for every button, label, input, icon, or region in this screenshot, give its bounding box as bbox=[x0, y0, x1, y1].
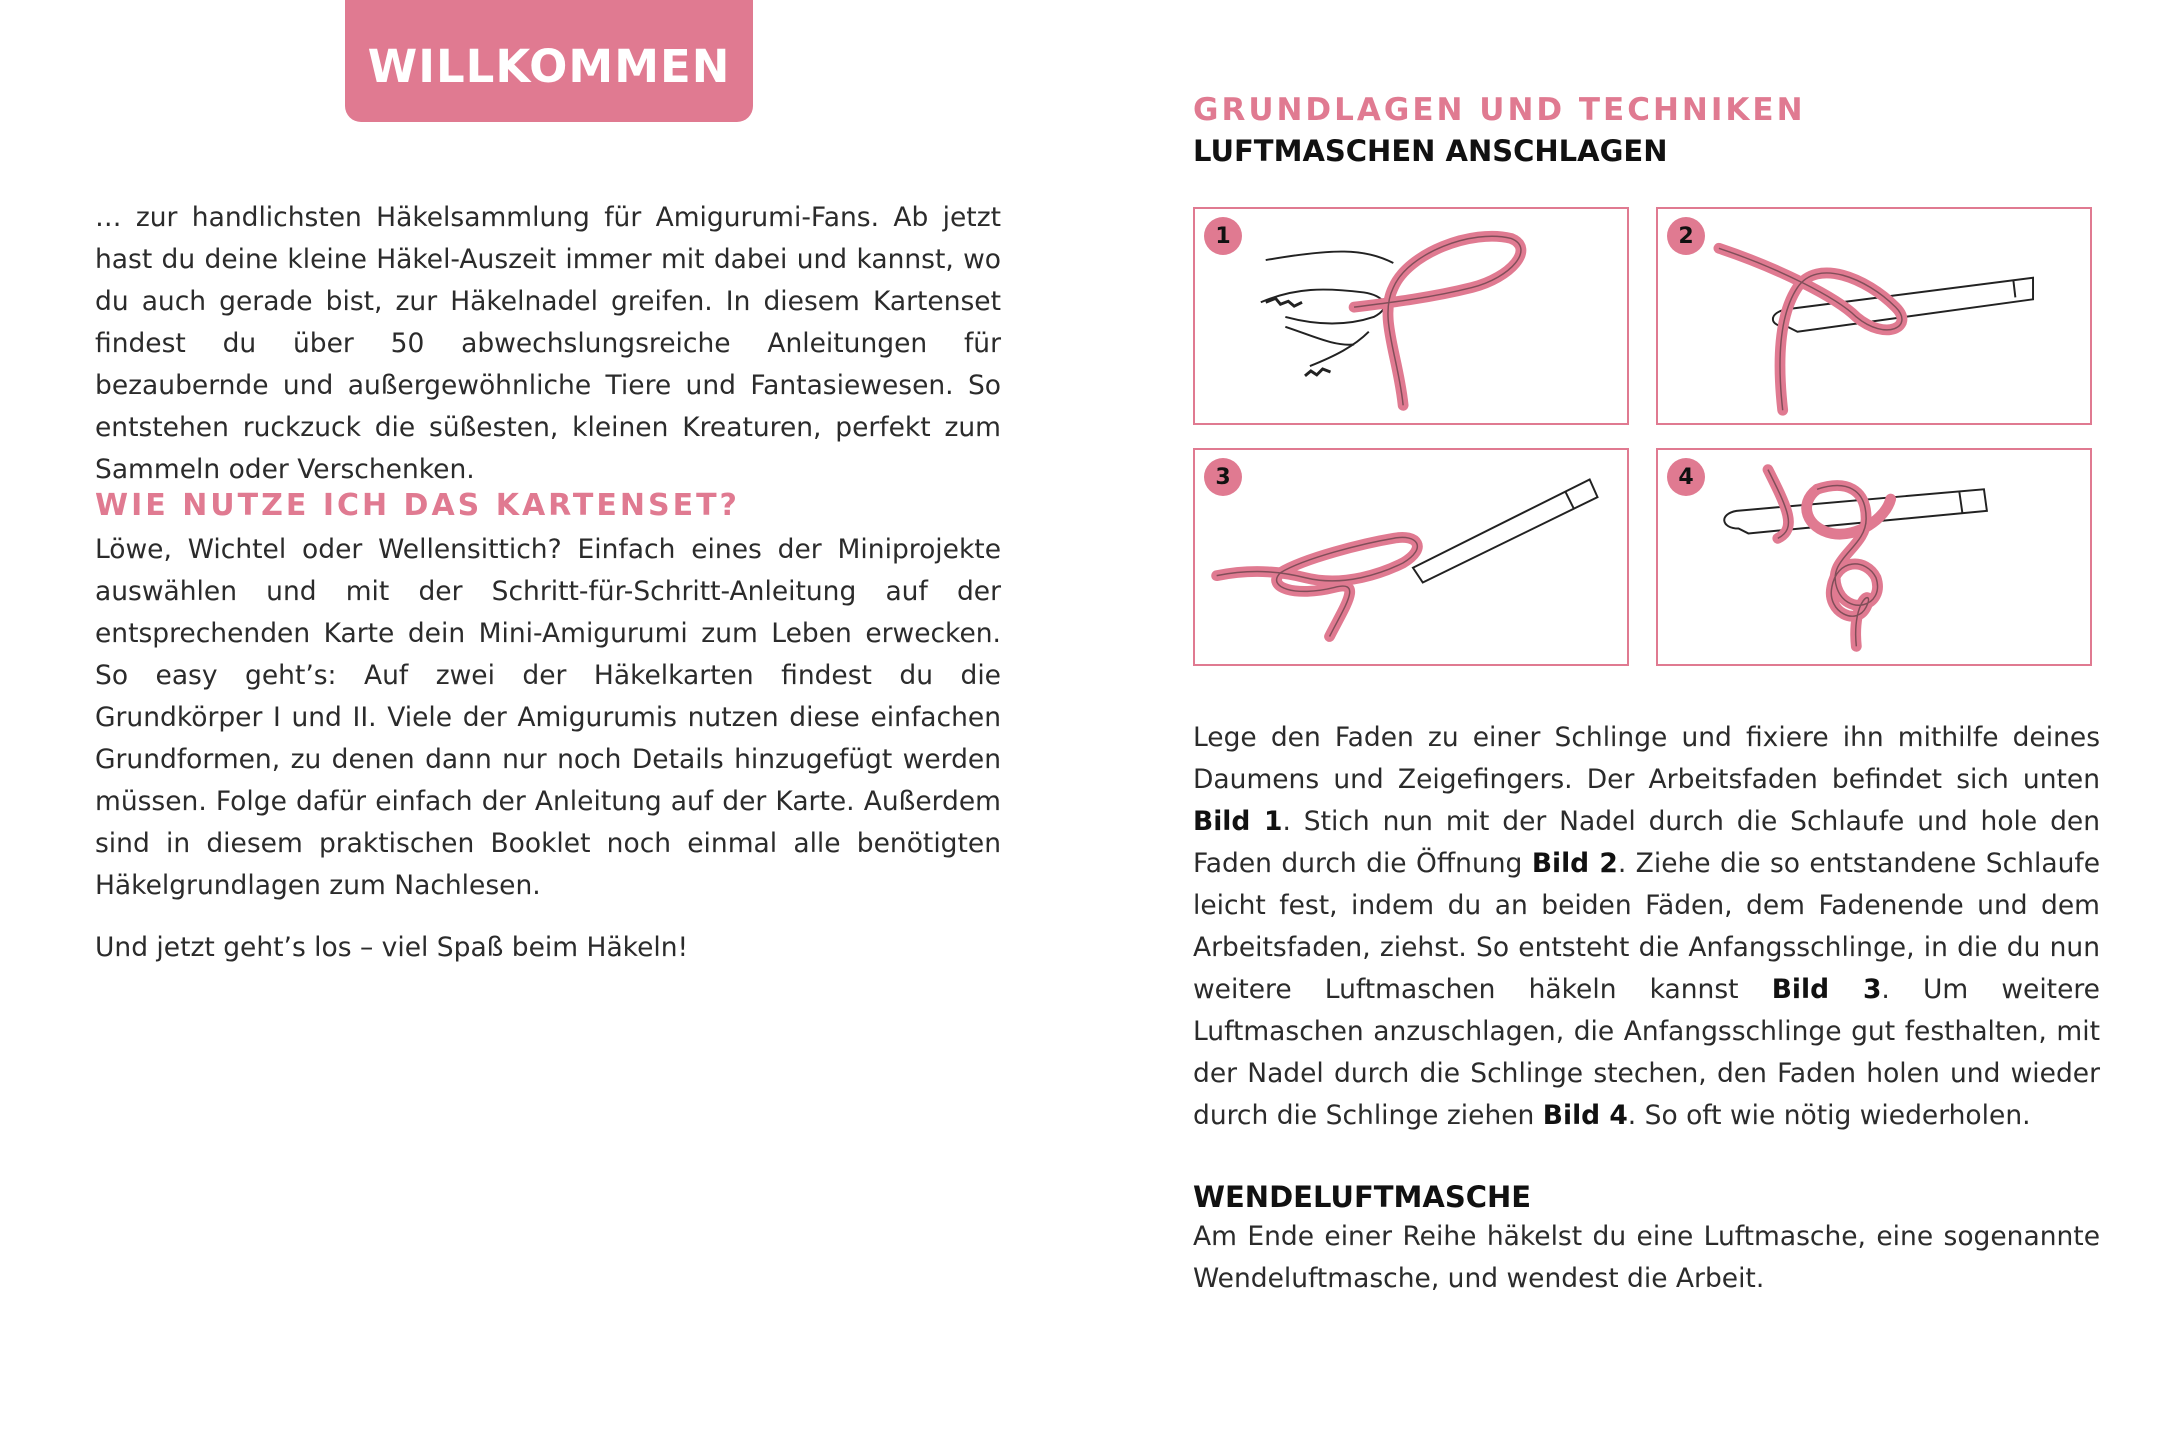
instructions-paragraph bbox=[1193, 717, 2100, 1137]
turning-chain-section bbox=[1193, 1180, 2100, 1300]
instructions-section bbox=[1193, 717, 2100, 1137]
figure-4-panel bbox=[1656, 448, 2092, 666]
figure-3-reference: Bild 3 bbox=[1771, 974, 1882, 1005]
how-to-heading: WIE NUTZE ICH DAS KARTENSET? bbox=[95, 488, 740, 523]
chain-stitches-illustration bbox=[1658, 450, 2090, 664]
instructions-part-4: . Um weitere Luftmaschen anzuschlagen, die Anfangsschlinge gut festhalten, mit der Nadel durch die Schlinge stechen, den Faden holen und wieder durch die Schlinge ziehen bbox=[1193, 974, 2100, 1131]
figure-4-reference: Bild 4 bbox=[1542, 1100, 1628, 1131]
turning-chain-heading: WENDELUFTMASCHE bbox=[1193, 1180, 1532, 1214]
instructions-part-5: . So oft wie nötig wiederholen. bbox=[1627, 1100, 2031, 1131]
starting-loop-illustration bbox=[1195, 450, 1627, 664]
intro-section bbox=[95, 197, 1001, 491]
techniques-kicker: GRUNDLAGEN UND TECHNIKEN bbox=[1193, 92, 1806, 128]
figure-2-number: 2 bbox=[1667, 217, 1705, 255]
intro-paragraph: … zur handlichsten Häkelsammlung für Amigurumi-Fans. Ab jetzt hast du deine kleine Häkel-Auszeit immer mit dabei und kannst, wo du auch gerade bist, zur Häkelnadel greifen. In diesem Kartenset findest du über 50 abwechslungsreiche Anleitungen für bezaubernde und außergewöhnliche Tiere und Fantasiewesen. So entstehen ruckzuck die süßesten, kleinen Kreaturen, perfekt zum Sammeln oder Verschenken. bbox=[95, 202, 1001, 485]
figure-2-reference: Bild 2 bbox=[1531, 848, 1618, 879]
figure-1-reference: Bild 1 bbox=[1193, 806, 1283, 837]
instructions-part-2: . Stich nun mit der Nadel durch die Schlaufe und hole den Faden durch die Öffnung bbox=[1193, 806, 2100, 879]
chain-stitch-heading: LUFTMASCHEN ANSCHLAGEN bbox=[1193, 134, 1668, 168]
instructions-part-1: Lege den Faden zu einer Schlinge und fixiere ihn mithilfe deines Daumens und Zeigefingers. Der Arbeitsfaden befindet sich unten bbox=[1193, 722, 2100, 795]
instructions-part-3: . Ziehe die so entstandene Schlaufe leicht fest, indem du an beiden Fäden, dem Fadenende und dem Arbeitsfaden, ziehst. So entsteht die Anfangsschlinge, in die du nun weitere Luftmaschen häkeln kannst bbox=[1193, 848, 2100, 1005]
welcome-title: WILLKOMMEN bbox=[367, 39, 731, 93]
hook-through-loop-illustration bbox=[1658, 209, 2090, 423]
how-to-paragraph: Löwe, Wichtel oder Wellensittich? Einfach eines der Miniprojekte auswählen und mit der Schritt-für-Schritt-Anleitung auf der entsprechenden Karte dein Mini-Amigurumi zum Leben erwecken. So easy geht’s: Auf zwei der Häkelkarten findest du die Grundkörper I und II. Viele der Amigurumis nutzen diese einfachen Grundformen, zu denen dann nur noch Details hinzugefügt werden müssen. Folge dafür einfach der Anleitung auf der Karte. Außerdem sind in diesem praktischen Booklet noch einmal alle benötigten Häkelgrundlagen zum Nachlesen. bbox=[95, 534, 1001, 901]
turning-chain-paragraph: Am Ende einer Reihe häkelst du eine Luftmasche, eine sogenannte Wendeluftmasche, und wendest die Arbeit. bbox=[1193, 1221, 2100, 1294]
figure-1-panel bbox=[1193, 207, 1629, 425]
figure-2-panel bbox=[1656, 207, 2092, 425]
figure-4-number: 4 bbox=[1667, 458, 1705, 496]
figure-1-number: 1 bbox=[1204, 217, 1242, 255]
techniques-header bbox=[1193, 92, 2100, 168]
figure-3-panel bbox=[1193, 448, 1629, 666]
how-to-section bbox=[95, 488, 1001, 969]
welcome-tab bbox=[345, 0, 753, 122]
closing-line: Und jetzt geht’s los – viel Spaß beim Häkeln! bbox=[95, 932, 689, 963]
hand-loop-illustration bbox=[1195, 209, 1627, 423]
figure-3-number: 3 bbox=[1204, 458, 1242, 496]
